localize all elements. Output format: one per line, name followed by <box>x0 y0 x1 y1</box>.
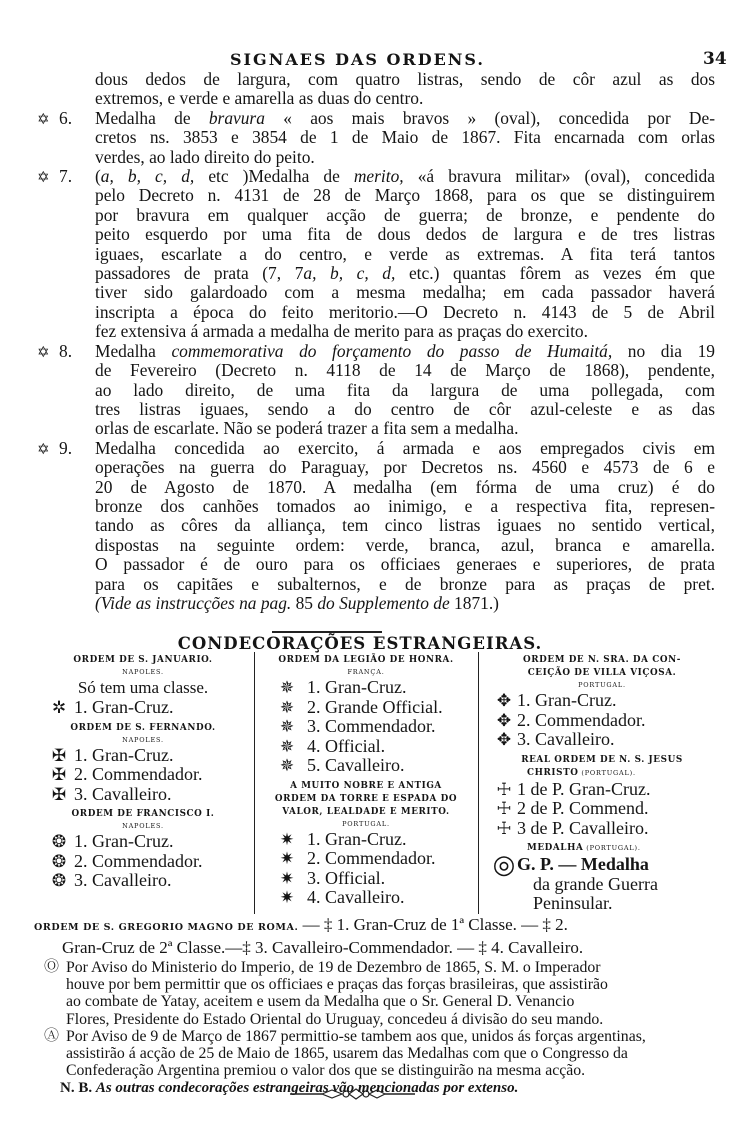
item-number: 9. <box>59 437 73 458</box>
list-item-8 <box>37 340 715 439</box>
order-title: CEIÇÃO DE VILLA VIÇOSA. <box>527 668 677 678</box>
grade-row <box>34 852 252 872</box>
grade-row <box>255 756 477 776</box>
order-country: FRANÇA. <box>347 668 385 676</box>
text-line: O passador é de ouro para os officiaes generaes e superiores, de prata <box>95 554 715 575</box>
star-of-david-icon: ✡ <box>37 170 50 187</box>
grade-label: G. P. — Medalha <box>517 854 649 874</box>
note-lines <box>66 1028 726 1080</box>
grade-row <box>479 711 725 731</box>
item-marker <box>37 109 95 130</box>
order-block <box>34 804 252 891</box>
order-title: VALOR, LEALDADE E MERITO. <box>282 806 450 817</box>
grade-row <box>479 819 725 839</box>
text-line: ao lado direito, de uma fita da largura de uma pollegada, com <box>95 379 715 400</box>
cross-of-christ-icon: ☩ <box>496 818 512 838</box>
note-lines <box>66 959 726 1028</box>
grade-label: 4. Official. <box>307 735 386 756</box>
grade-label: 3. Commendador. <box>307 716 436 736</box>
text-line: cretos ns. 3853 e 3854 de 1 de Maio de 1867. Fita encarnada com orlas <box>95 127 715 148</box>
item-marker <box>37 439 95 460</box>
conceicao-cross-icon: ✥ <box>496 730 512 749</box>
order-title: ORDEM DE S. FERNANDO. <box>70 722 216 733</box>
legion-star-icon: ✵ <box>279 697 295 717</box>
item-lines <box>95 167 715 342</box>
grade-row <box>479 780 725 800</box>
text-line: (a, b, c, d, etc )Medalha de merito, «á bravura militar» (oval), concedida <box>95 166 715 187</box>
continuation-paragraph <box>95 70 715 109</box>
nb-label: N. B. <box>60 1080 93 1097</box>
rosette-icon: ❂ <box>51 832 67 851</box>
grade-row <box>479 850 725 879</box>
grade-label: 1. Gran-Cruz. <box>74 831 174 851</box>
grade-label: 4. Cavalleiro. <box>307 887 405 907</box>
text-line: por bravura em qualquer acção de guerra; de bronze, e pendente do <box>95 204 715 225</box>
grade-row <box>255 830 477 850</box>
grade-row <box>255 869 477 889</box>
grade-row <box>34 785 252 805</box>
text-line: extremos, e verde e amarella as duas do centro. <box>95 88 424 109</box>
legion-star-icon: ✵ <box>279 678 295 697</box>
order-title: ORDEM DA TORRE E ESPADA DO <box>274 793 458 804</box>
cross-of-christ-icon: ☩ <box>496 799 512 818</box>
text-line: de Fevereiro (Decreto n. 4118 de 14 de Março de 1868), pendente, <box>95 360 715 381</box>
grade-label: 1. Gran-Cruz. <box>74 697 174 717</box>
grade-label: 3. Cavalleiro. <box>517 729 615 749</box>
order-title: ORDEM DA LEGIÃO DE HONRA. <box>278 655 454 665</box>
rosette-icon: ❂ <box>51 871 67 890</box>
order-block <box>479 838 725 914</box>
conceicao-cross-icon: ✥ <box>496 691 512 710</box>
legion-star-icon: ✵ <box>279 717 295 736</box>
gregorio-title: ORDEM DE S. GREGORIO MAGNO DE ROMA. <box>34 922 299 933</box>
text-line: 20 de Agosto de 1870. A medalha (em fórma de uma cruz) é do <box>95 476 715 497</box>
grade-row <box>34 832 252 852</box>
order-block <box>34 718 252 805</box>
grade-row <box>479 691 725 711</box>
item-lines <box>95 439 715 614</box>
text-line: pelo Decreto n. 4131 de 28 de Março 1868, para os que se distinguirem <box>95 185 715 206</box>
grade-row <box>255 888 477 908</box>
page-number: 34 <box>703 49 727 69</box>
note-yatay <box>44 959 726 1028</box>
item-number: 6. <box>59 107 73 128</box>
order-title: CHRISTO (PORTUGAL). <box>527 767 636 778</box>
grade-row <box>255 737 477 757</box>
gregorio-line-1 <box>34 915 714 938</box>
grade-label: 3. Cavalleiro. <box>74 870 172 890</box>
text-line: inscripta a época do feito meritorio.—O Decreto n. 4143 de 5 de Abril <box>95 301 715 322</box>
order-note: Só tem uma classe. <box>77 678 209 697</box>
star-of-david-icon: ✡ <box>37 344 50 361</box>
text-line: (Vide as instrucções na pag. 85 do Supplemento de 1871.) <box>95 592 499 613</box>
grade-row <box>255 698 477 718</box>
order-country: PORTUGAL. <box>578 681 626 689</box>
section-title: CONDECORAÇÕES ESTRANGEIRAS. <box>177 634 543 653</box>
running-title: SIGNAES DAS ORDENS. <box>230 50 485 69</box>
column-3 <box>478 652 725 914</box>
grade-row <box>34 871 252 891</box>
gregorio-grades-1: — ‡ 1. Gran-Cruz de 1ª Classe. — ‡ 2. <box>298 915 568 934</box>
text-line: bronze dos canhões tomados ao inimigo, e a respectiva fita, represen- <box>95 495 715 516</box>
section-rule <box>272 631 382 633</box>
grade-row <box>255 678 477 698</box>
grade-continuation: da grande Guerra <box>533 873 658 894</box>
grade-row <box>479 730 725 750</box>
text-line: orlas de escarlate. Não se poderá trazer a fita sem a medalha. <box>95 418 519 439</box>
januario-star-icon: ✲ <box>51 698 67 717</box>
grade-label: 2. Commendador. <box>74 850 203 871</box>
order-country: (PORTUGAL). <box>583 844 641 852</box>
column-2 <box>254 652 477 914</box>
tower-sword-star-icon: ✷ <box>279 888 295 907</box>
grade-row <box>479 799 725 819</box>
cross-of-christ-icon: ☩ <box>496 779 512 799</box>
orders-columns <box>34 652 724 914</box>
item-marker <box>37 342 95 363</box>
conceicao-cross-icon: ✥ <box>496 710 512 730</box>
grade-label: 3 de P. Cavalleiro. <box>517 817 649 838</box>
order-title: ORDEM DE N. SRA. DA CON- <box>523 655 681 665</box>
order-block <box>255 776 477 908</box>
text-line: dous dedos de largura, com quatro listras, sendo de côr azul as dos <box>95 69 715 89</box>
grade-row <box>255 849 477 869</box>
grade-row <box>34 746 252 766</box>
text-line: Medalha concedida ao exercito, á armada e aos empregados civis em <box>95 437 715 458</box>
note-line: assistirão á acção de 25 de Maio de 1865, usarem das Medalhas com que o Congresso da <box>66 1045 628 1063</box>
order-block <box>479 654 725 750</box>
text-line: tiver sido galardoado com a mesma medalha; em cada passador haverá <box>95 282 715 303</box>
grade-continuation: Peninsular. <box>533 893 613 913</box>
grade-label: 3. Cavalleiro. <box>74 783 172 804</box>
order-country: NAPOLES. <box>122 668 164 676</box>
grade-label: 1 de P. Gran-Cruz. <box>517 778 651 799</box>
gregorio-line-2: Gran-Cruz de 2ª Classe.—‡ 3. Cavalleiro-Commendador. — ‡ 4. Cavalleiro. <box>62 937 584 957</box>
text-line: tres listras iguaes, sendo a do centro de côr azul-celeste e as das <box>95 398 715 419</box>
item-number: 7. <box>59 166 73 187</box>
grade-label: 2. Commendador. <box>307 848 436 868</box>
circled-medal-icon: ◎ <box>492 850 516 879</box>
legion-star-icon: ✵ <box>279 736 295 756</box>
maltese-cross-icon: ✠ <box>51 745 67 765</box>
order-title: A MUITO NOBRE E ANTIGA <box>290 780 442 791</box>
tower-sword-star-icon: ✷ <box>279 829 295 849</box>
grade-label: 3. Official. <box>307 867 386 888</box>
order-title: ORDEM DE FRANCISCO I. <box>71 809 215 819</box>
order-title: REAL ORDEM DE N. S. JESUS <box>521 754 683 765</box>
grade-row <box>255 717 477 737</box>
list-item-9 <box>37 437 715 614</box>
item-lines <box>95 342 715 439</box>
note-line: ao combate de Yatay, aceitem e usem da Medalha que o Sr. General D. Venancio <box>66 993 575 1011</box>
star-of-david-icon: ✡ <box>37 111 50 128</box>
text-line: dispostas na seguinte ordem: verde, branca, azul, branca e amarella. <box>95 534 715 555</box>
text-line: tando as côres da alliança, tem cinco listras iguaes no sentido vertical, <box>95 515 715 536</box>
text-line: peito esquerdo por uma fita de dous dedos de largura e de tres listras <box>95 224 715 245</box>
note-line: Confederação Argentina premiou o valor dos que se distinguirão na mesma acção. <box>66 1062 586 1080</box>
grade-label: 2. Grande Official. <box>307 696 443 717</box>
grade-label: 1. Gran-Cruz. <box>74 744 174 765</box>
order-block <box>479 750 725 839</box>
grade-label: 1. Gran-Cruz. <box>307 677 407 697</box>
text-line: operações na guerra do Paraguay, por Decretos ns. 4560 e 4573 de 6 e <box>95 457 715 478</box>
grade-label: 1. Gran-Cruz. <box>307 828 407 849</box>
text-line: Medalha de bravura « aos mais bravos » (oval), concedida por De- <box>95 107 715 128</box>
grade-row <box>34 698 252 718</box>
order-country: NAPOLES. <box>122 735 164 744</box>
order-block <box>255 654 477 776</box>
text-line: fez extensiva á armada a medalha de merito para as praças do exercito. <box>95 321 588 342</box>
item-number: 8. <box>59 340 73 361</box>
order-country: (PORTUGAL). <box>578 768 636 777</box>
list-item-6 <box>37 107 715 167</box>
order-title: MEDALHA (PORTUGAL). <box>527 843 641 853</box>
grade-label: 2 de P. Commend. <box>517 798 649 818</box>
order-country: NAPOLES. <box>122 822 164 830</box>
gregorio-order <box>34 915 714 957</box>
order-block <box>34 654 252 718</box>
note-line: Flores, Presidente do Estado Oriental do Uruguay, concedeu á divisão do seu mando. <box>66 1010 604 1028</box>
star-of-david-icon: ✡ <box>37 441 50 458</box>
column-1 <box>34 652 252 891</box>
tailpiece-ornament-icon <box>290 1088 415 1100</box>
text-line: passadores de prata (7, 7a, b, c, d, etc.) quantas fôrem as vezes ém que <box>95 263 715 284</box>
note-line: houve por bem permittir que os officiaes e praças das forças brasileiras, que assistirão <box>66 976 608 994</box>
list-item-7 <box>37 166 715 342</box>
note-line: Por Aviso do Ministerio do Imperio, de 19 de Dezembro de 1865, S. M. o Imperador <box>66 959 601 976</box>
circled-a-icon: Ⓐ <box>44 1027 60 1044</box>
maltese-cross-icon: ✠ <box>51 784 67 804</box>
text-line: verdes, ao lado direito do peito. <box>95 146 315 167</box>
note-argentina <box>44 1027 726 1080</box>
text-line: Medalha commemorativa do forçamento do passo de Humaitá, no dia 19 <box>95 340 715 361</box>
rosette-icon: ❂ <box>51 851 67 871</box>
footer-notes <box>0 915 736 1097</box>
grade-label: 2. Commendador. <box>517 709 646 730</box>
nb-text: As outras condecorações estrangeiras vão mencionadas por extenso. <box>95 1080 519 1097</box>
text-line: iguaes, escarlate a do centro, e verde as extremas. A fita terá tantos <box>95 243 715 264</box>
body-text <box>0 70 736 613</box>
grade-label: 2. Commendador. <box>74 764 203 784</box>
tower-sword-star-icon: ✷ <box>279 849 295 868</box>
order-country: PORTUGAL. <box>342 819 390 828</box>
item-marker <box>37 167 95 188</box>
note-line: Por Aviso de 9 de Março de 1867 permittio-se tambem aos que, unidos ás forças argentinas, <box>66 1027 646 1045</box>
tower-sword-star-icon: ✷ <box>279 868 295 888</box>
maltese-cross-icon: ✠ <box>51 765 67 784</box>
text-line: para os capitães e subalternos, e de bronze para as praças de pret. <box>95 573 715 594</box>
grade-row <box>34 765 252 785</box>
grade-label: 5. Cavalleiro. <box>307 755 405 775</box>
circled-o-icon: Ⓞ <box>44 959 60 975</box>
grade-label: 1. Gran-Cruz. <box>517 690 617 710</box>
legion-star-icon: ✵ <box>279 756 295 775</box>
order-title: ORDEM DE S. JANUARIO. <box>73 655 213 665</box>
item-lines <box>95 109 715 167</box>
